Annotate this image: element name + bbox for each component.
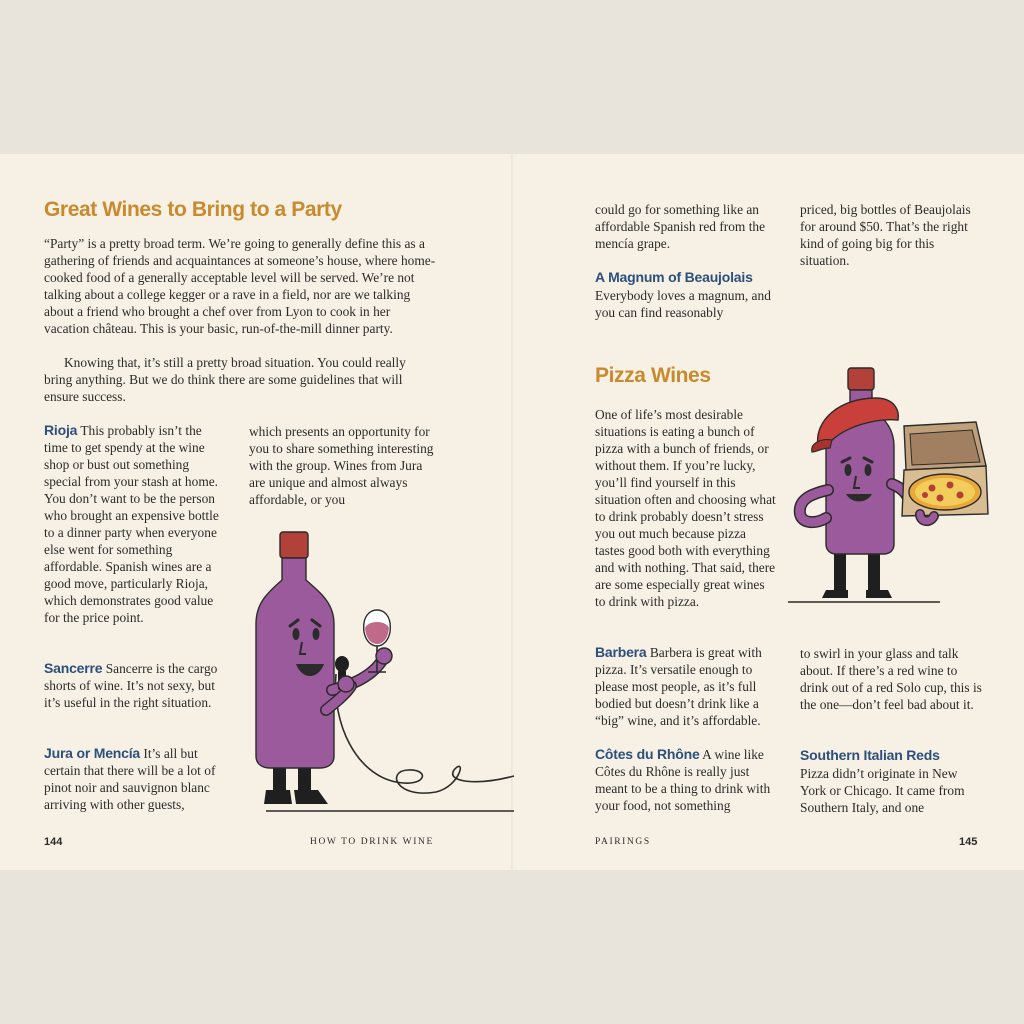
pizza-intro-text: One of life’s most desirable situations is eating a bunch of pizza with a bunch of friends, or without them. If you’re lucky, you’ll find yourself in this situation often and choosing what to drink probably doesn’t stress you out much because pizza tastes good both with everything and with nothing. That said, there are some especially great wines to drink with pizza. bbox=[595, 407, 776, 609]
intro-paragraph-2: Knowing that, it’s still a pretty broad situation. You could really bring anything. But we do think there are some guidelines that will ensure success. bbox=[44, 355, 406, 404]
barbera-text: Barbera is great with pizza. It’s versatile enough to please most people, as it’s full bodied but doesn’t drink like a “big” wine, and it’s affordable. bbox=[595, 645, 762, 728]
right-running-head: PAIRINGS bbox=[595, 837, 651, 847]
rioja-entry bbox=[44, 422, 226, 626]
page-title: Great Wines to Bring to a Party bbox=[44, 198, 342, 221]
right-col1-top-text: could go for something like an affordable Spanish red from the mencía grape. bbox=[595, 202, 766, 251]
magnum-text: Everybody loves a magnum, and you can find reasonably bbox=[595, 288, 771, 320]
southern-text: Pizza didn’t originate in New York or Chicago. It came from Southern Italy, and one bbox=[800, 766, 965, 815]
sancerre-entry bbox=[44, 660, 226, 711]
intro-paragraph-1: “Party” is a pretty broad term. We’re going to generally define this as a gathering of friends and acquaintances at someone’s house, where home-cooked food of a generally acceptable level will be served. We’re not talking about a college kegger or a rave in a field, nor are we talking about a friend who brought a chef over from Lyon to cook in her vacation château. This is your basic, run-of-the-mill dinner party. bbox=[44, 236, 436, 336]
barbera-heading: Barbera bbox=[595, 644, 647, 660]
rioja-text: This probably isn’t the time to get spendy at the wine shop or bust out something special from your stash at home. You don’t want to be the person who brought an expensive bottle to a dinner party when everyone else went for something affordable. Spanish wines are a good move, particularly Rioja, which demonstrates good value for the price point. bbox=[44, 423, 219, 625]
jura-heading: Jura or Mencía bbox=[44, 745, 141, 761]
jura-text: It’s all but certain that there will be a lot of pinot noir and sauvignon blanc arriving with other guests, bbox=[44, 746, 216, 812]
cotes-text: A wine like Côtes du Rhône is really just meant to be a thing to drink with your food, not something bbox=[595, 747, 771, 813]
right-page-number: 145 bbox=[959, 836, 978, 848]
sancerre-text: Sancerre is the cargo shorts of wine. It’s not sexy, but it’s useful in the right situation. bbox=[44, 661, 218, 710]
wine-bottle-pizza-icon bbox=[780, 364, 990, 604]
right-col2-top-text: priced, big bottles of Beaujolais for around $50. That’s the right kind of going big for this situation. bbox=[800, 202, 971, 268]
cotes-entry bbox=[595, 746, 777, 814]
southern-entry bbox=[800, 746, 982, 816]
left-column-2-text: which presents an opportunity for you to share something interesting with the group. Wines from Jura are unique and almost always affordable, or you bbox=[249, 424, 434, 507]
right-col2-bottom-text: to swirl in your glass and talk about. If there’s a red wine to drink out of a red Solo cup, this is the one—don’t feel bad about it. bbox=[800, 646, 982, 712]
left-page-number: 144 bbox=[44, 836, 63, 848]
left-running-head: HOW TO DRINK WINE bbox=[310, 837, 434, 847]
barbera-entry bbox=[595, 644, 777, 729]
pizza-section-title: Pizza Wines bbox=[595, 364, 711, 387]
sancerre-heading: Sancerre bbox=[44, 660, 103, 676]
rioja-heading: Rioja bbox=[44, 422, 78, 438]
cotes-heading: Côtes du Rhône bbox=[595, 746, 700, 762]
magnum-entry bbox=[595, 268, 780, 321]
jura-entry bbox=[44, 745, 226, 813]
magnum-heading: A Magnum of Beaujolais bbox=[595, 269, 753, 285]
wine-bottle-singer-icon bbox=[236, 524, 516, 814]
book-spread bbox=[0, 154, 1024, 870]
southern-heading: Southern Italian Reds bbox=[800, 747, 940, 763]
